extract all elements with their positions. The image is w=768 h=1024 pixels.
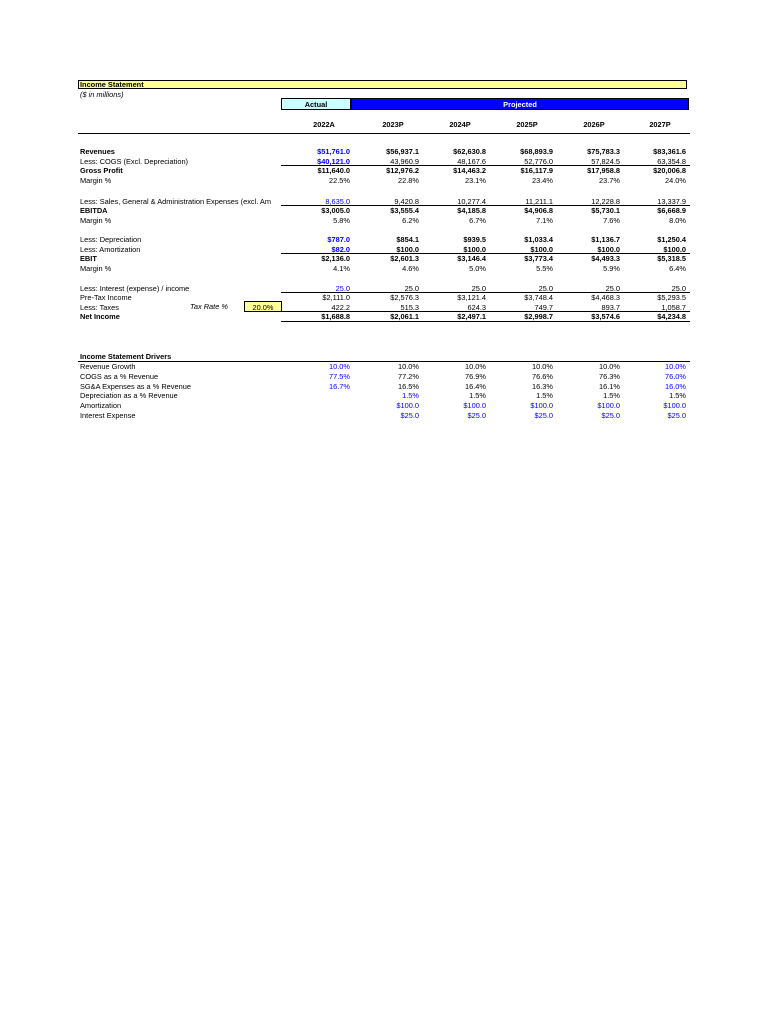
- table-cell[interactable]: $11,640.0: [317, 166, 350, 175]
- table-cell[interactable]: $100.0: [396, 245, 419, 254]
- table-cell[interactable]: 22.5%: [329, 176, 350, 185]
- table-cell[interactable]: $1,033.4: [524, 235, 553, 244]
- table-cell[interactable]: $5,293.5: [657, 293, 686, 302]
- table-cell[interactable]: $2,601.3: [390, 254, 419, 263]
- year-header: 2022A: [313, 120, 335, 129]
- table-cell[interactable]: 515.3: [400, 303, 419, 312]
- table-cell[interactable]: 8,635.0: [325, 197, 350, 206]
- driver-label: SG&A Expenses as a % Revenue: [80, 382, 191, 391]
- subtotal-line: [281, 253, 690, 254]
- table-cell[interactable]: 9,420.8: [394, 197, 419, 206]
- row-label: Pre-Tax Income: [80, 293, 132, 302]
- header-divider: [78, 133, 690, 134]
- table-cell[interactable]: 11,211.1: [525, 197, 553, 206]
- driver-cell[interactable]: $25.0: [601, 411, 620, 420]
- table-cell[interactable]: 4.6%: [402, 264, 419, 273]
- table-cell[interactable]: 893.7: [601, 303, 620, 312]
- driver-cell[interactable]: $100.0: [663, 401, 686, 410]
- actual-header: [281, 98, 351, 110]
- table-cell[interactable]: 10,277.4: [457, 197, 486, 206]
- tax-rate-value: 20.0%: [252, 303, 274, 312]
- year-header: 2026P: [583, 120, 605, 129]
- row-label: EBITDA: [80, 206, 108, 215]
- driver-cell[interactable]: 16.7%: [329, 382, 350, 391]
- driver-cell[interactable]: $25.0: [467, 411, 486, 420]
- actual-label: Actual: [304, 100, 328, 109]
- driver-cell[interactable]: $25.0: [667, 411, 686, 420]
- table-cell[interactable]: $16,117.9: [520, 166, 553, 175]
- table-cell[interactable]: $5,730.1: [591, 206, 620, 215]
- table-cell[interactable]: 23.7%: [599, 176, 620, 185]
- table-cell[interactable]: 5.8%: [333, 216, 350, 225]
- table-cell[interactable]: 6.4%: [669, 264, 686, 273]
- table-cell[interactable]: 6.7%: [469, 216, 486, 225]
- tax-rate-label: Tax Rate %: [190, 302, 228, 311]
- drivers-title: Income Statement Drivers: [80, 352, 172, 361]
- driver-cell[interactable]: 16.0%: [665, 382, 686, 391]
- projected-label: Projected: [503, 100, 537, 109]
- row-label: Less: Interest (expense) / income: [80, 284, 190, 293]
- driver-cell[interactable]: 76.0%: [665, 372, 686, 381]
- table-cell[interactable]: $2,136.0: [321, 254, 350, 263]
- table-cell[interactable]: 13,337.9: [657, 197, 686, 206]
- table-cell[interactable]: $4,234.8: [657, 312, 686, 321]
- table-cell[interactable]: 7.6%: [603, 216, 620, 225]
- table-cell[interactable]: 23.1%: [465, 176, 486, 185]
- table-cell[interactable]: $17,958.8: [587, 166, 620, 175]
- table-cell[interactable]: 43,960.9: [390, 157, 419, 166]
- table-cell[interactable]: $3,121.4: [457, 293, 486, 302]
- table-cell[interactable]: 23.4%: [532, 176, 553, 185]
- table-cell[interactable]: $75,783.3: [587, 147, 620, 156]
- table-cell[interactable]: 25.0: [404, 284, 419, 293]
- driver-cell[interactable]: 1.5%: [603, 391, 620, 400]
- table-cell[interactable]: $20,006.8: [653, 166, 686, 175]
- driver-cell[interactable]: 76.6%: [532, 372, 553, 381]
- row-label: Less: Depreciation: [80, 235, 142, 244]
- driver-label: Revenue Growth: [80, 362, 136, 371]
- table-cell[interactable]: 5.9%: [603, 264, 620, 273]
- driver-cell[interactable]: 16.5%: [398, 382, 419, 391]
- table-cell[interactable]: 624.3: [467, 303, 486, 312]
- table-cell[interactable]: 25.0: [538, 284, 553, 293]
- table-cell[interactable]: $5,318.5: [657, 254, 686, 263]
- driver-cell[interactable]: $100.0: [530, 401, 553, 410]
- table-cell[interactable]: $100.0: [663, 245, 686, 254]
- table-cell[interactable]: $1,688.8: [321, 312, 350, 321]
- table-cell[interactable]: 52,776.0: [524, 157, 553, 166]
- table-cell[interactable]: $4,468.3: [591, 293, 620, 302]
- table-cell[interactable]: 12,228.8: [591, 197, 620, 206]
- sheet-title: Income Statement: [80, 80, 144, 89]
- table-cell[interactable]: 4.1%: [333, 264, 350, 273]
- row-label: Margin %: [80, 216, 112, 225]
- row-label: Less: Sales, General & Administration Expenses (excl. Am: [80, 197, 272, 206]
- table-cell[interactable]: 25.0: [471, 284, 486, 293]
- tax-rate-cell[interactable]: [244, 301, 282, 312]
- table-cell[interactable]: $1,250.4: [657, 235, 686, 244]
- driver-cell[interactable]: 1.5%: [669, 391, 686, 400]
- row-label: Less: COGS (Excl. Depreciation): [80, 157, 189, 166]
- table-cell[interactable]: 5.5%: [536, 264, 553, 273]
- driver-cell[interactable]: 10.0%: [599, 362, 620, 371]
- table-cell[interactable]: $787.0: [327, 235, 350, 244]
- table-cell[interactable]: 22.8%: [398, 176, 419, 185]
- driver-cell[interactable]: 10.0%: [398, 362, 419, 371]
- row-label: Gross Profit: [80, 166, 123, 175]
- driver-cell[interactable]: 16.4%: [465, 382, 486, 391]
- table-cell[interactable]: 25.0: [605, 284, 620, 293]
- table-cell[interactable]: $3,574.6: [591, 312, 620, 321]
- driver-cell[interactable]: 76.9%: [465, 372, 486, 381]
- driver-cell[interactable]: 1.5%: [469, 391, 486, 400]
- driver-cell[interactable]: 10.0%: [665, 362, 686, 371]
- table-cell[interactable]: $4,906.8: [524, 206, 553, 215]
- table-cell[interactable]: $854.1: [396, 235, 419, 244]
- table-cell[interactable]: $12,976.2: [386, 166, 419, 175]
- table-cell[interactable]: $939.5: [463, 235, 486, 244]
- driver-cell[interactable]: $100.0: [463, 401, 486, 410]
- table-cell[interactable]: $1,136.7: [591, 235, 620, 244]
- row-label: Net Income: [80, 312, 120, 321]
- table-cell[interactable]: $100.0: [530, 245, 553, 254]
- table-cell[interactable]: $56,937.1: [386, 147, 419, 156]
- table-cell[interactable]: $2,111.0: [322, 293, 350, 302]
- driver-cell[interactable]: $100.0: [597, 401, 620, 410]
- subtotal-line: [281, 321, 690, 322]
- driver-cell[interactable]: 10.0%: [465, 362, 486, 371]
- table-cell[interactable]: $14,463.2: [453, 166, 486, 175]
- table-cell[interactable]: $3,146.4: [457, 254, 486, 263]
- table-cell[interactable]: $6,668.9: [657, 206, 686, 215]
- table-cell[interactable]: $3,773.4: [524, 254, 553, 263]
- table-cell[interactable]: 48,167.6: [457, 157, 486, 166]
- year-header: 2023P: [382, 120, 404, 129]
- table-cell[interactable]: 5.0%: [469, 264, 486, 273]
- driver-cell[interactable]: 1.5%: [402, 391, 419, 400]
- table-cell[interactable]: 25.0: [671, 284, 686, 293]
- table-cell[interactable]: 57,824.5: [591, 157, 620, 166]
- table-cell[interactable]: 749.7: [534, 303, 553, 312]
- row-label: Revenues: [80, 147, 115, 156]
- table-cell[interactable]: $4,185.8: [457, 206, 486, 215]
- table-cell[interactable]: $3,005.0: [321, 206, 350, 215]
- table-cell[interactable]: $3,555.4: [390, 206, 419, 215]
- table-cell[interactable]: $68,893.9: [520, 147, 553, 156]
- table-cell[interactable]: $51,761.0: [317, 147, 350, 156]
- driver-cell[interactable]: 16.1%: [599, 382, 620, 391]
- driver-cell[interactable]: 77.2%: [398, 372, 419, 381]
- driver-label: Amortization: [80, 401, 122, 410]
- table-cell[interactable]: 6.2%: [402, 216, 419, 225]
- year-header: 2027P: [649, 120, 671, 129]
- driver-cell[interactable]: $100.0: [396, 401, 419, 410]
- title-box: [78, 80, 687, 89]
- row-label: Margin %: [80, 176, 112, 185]
- table-cell[interactable]: $2,497.1: [457, 312, 486, 321]
- subtotal-line: [281, 311, 690, 312]
- table-cell[interactable]: 8.0%: [669, 216, 686, 225]
- subtotal-line: [281, 292, 690, 293]
- table-cell[interactable]: 24.0%: [665, 176, 686, 185]
- row-label: Less: Amortization: [80, 245, 141, 254]
- driver-cell[interactable]: $25.0: [534, 411, 553, 420]
- driver-cell[interactable]: 16.3%: [532, 382, 553, 391]
- table-cell[interactable]: $2,998.7: [524, 312, 553, 321]
- row-label: EBIT: [80, 254, 97, 263]
- projected-header: [351, 98, 689, 110]
- table-cell[interactable]: $4,493.3: [591, 254, 620, 263]
- table-cell[interactable]: $2,576.3: [390, 293, 419, 302]
- table-cell[interactable]: 1,058.7: [661, 303, 686, 312]
- table-cell[interactable]: 25.0: [335, 284, 350, 293]
- table-cell[interactable]: $83,361.6: [653, 147, 686, 156]
- driver-cell[interactable]: 1.5%: [536, 391, 553, 400]
- table-cell[interactable]: $3,748.4: [524, 293, 553, 302]
- table-cell[interactable]: 7.1%: [536, 216, 553, 225]
- driver-label: COGS as a % Revenue: [80, 372, 159, 381]
- table-cell[interactable]: $2,061.1: [390, 312, 419, 321]
- driver-cell[interactable]: 10.0%: [532, 362, 553, 371]
- driver-label: Depreciation as a % Revenue: [80, 391, 178, 400]
- table-cell[interactable]: $100.0: [463, 245, 486, 254]
- driver-label: Interest Expense: [80, 411, 136, 420]
- table-cell[interactable]: $40,121.0: [317, 157, 350, 166]
- row-label: Less: Taxes: [80, 303, 119, 312]
- table-cell[interactable]: 422.2: [331, 303, 350, 312]
- driver-cell[interactable]: 10.0%: [329, 362, 350, 371]
- table-cell[interactable]: $100.0: [597, 245, 620, 254]
- driver-cell[interactable]: 77.5%: [329, 372, 350, 381]
- table-cell[interactable]: $62,630.8: [453, 147, 486, 156]
- subtotal-line: [281, 165, 690, 166]
- sheet-subtitle: ($ in millions): [80, 90, 124, 99]
- table-cell[interactable]: 63,354.8: [657, 157, 686, 166]
- year-header: 2025P: [516, 120, 538, 129]
- driver-cell[interactable]: 76.3%: [599, 372, 620, 381]
- row-label: Margin %: [80, 264, 112, 273]
- subtotal-line: [281, 205, 690, 206]
- table-cell[interactable]: $82.0: [331, 245, 350, 254]
- year-header: 2024P: [449, 120, 471, 129]
- driver-cell[interactable]: $25.0: [400, 411, 419, 420]
